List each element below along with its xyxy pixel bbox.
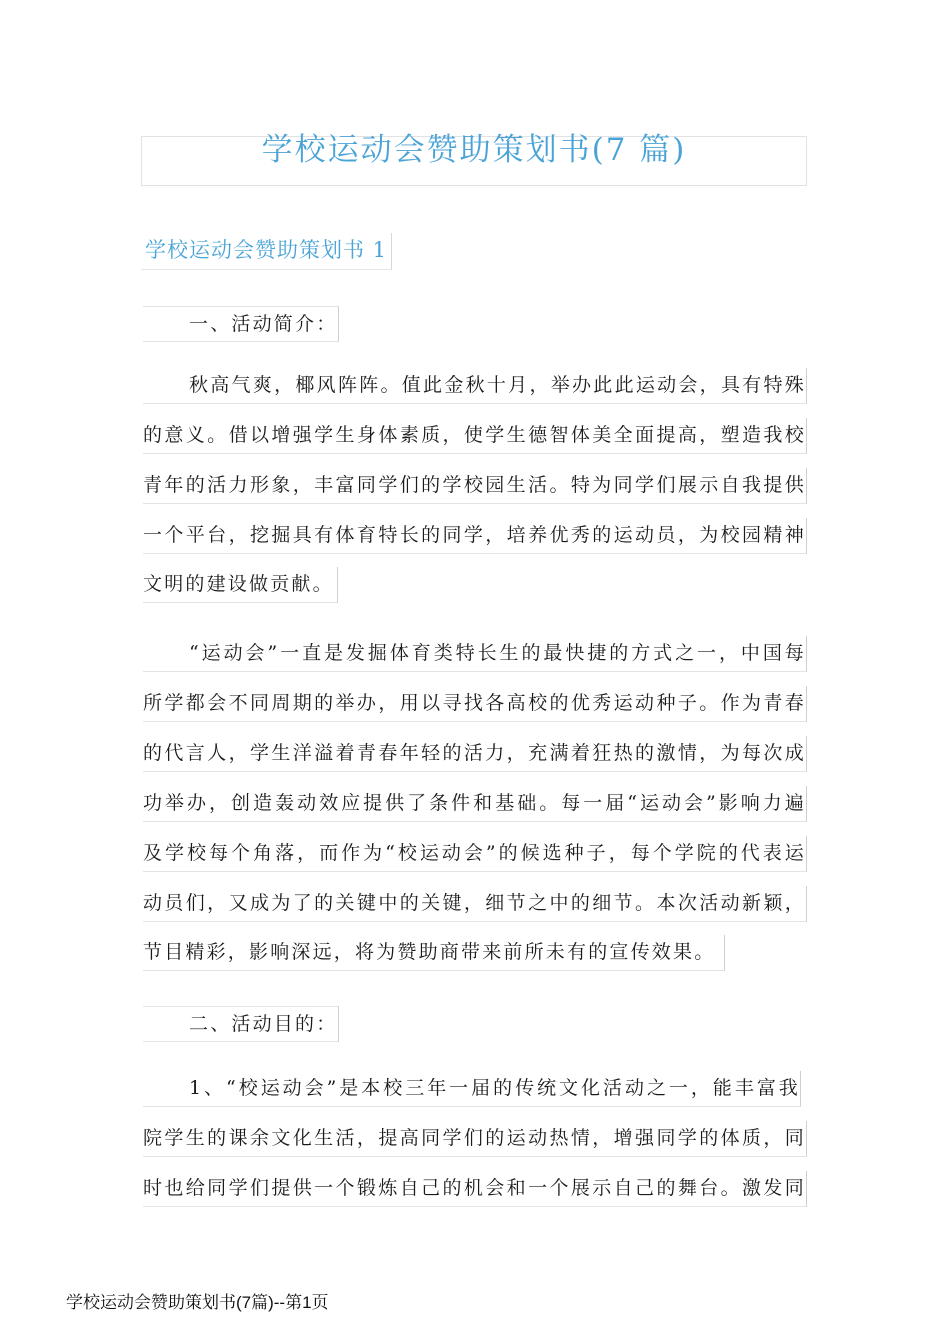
paragraph-2-line-5: 及学校每个角落，而作为“校运动会”的候选种子，每个学院的代表运 bbox=[143, 836, 807, 872]
paragraph-1-line-1: 秋高气爽，椰风阵阵。值此金秋十月，举办此此运动会，具有特殊 bbox=[143, 368, 807, 404]
paragraph-3-line-2: 院学生的课余文化生活，提高同学们的运动热情，增强同学的体质，同 bbox=[143, 1121, 807, 1157]
paragraph-2-line-2: 所学都会不同周期的举办，用以寻找各高校的优秀运动种子。作为青春 bbox=[143, 686, 807, 722]
paragraph-2-line-4: 功举办，创造轰动效应提供了条件和基础。每一届“运动会”影响力遍 bbox=[143, 786, 807, 822]
paragraph-2-line-3: 的代言人，学生洋溢着青春年轻的活力，充满着狂热的激情，为每次成 bbox=[143, 736, 807, 772]
document-title: 学校运动会赞助策划书(7 篇) bbox=[261, 132, 687, 168]
paragraph-2-line-7: 节目精彩，影响深远，将为赞助商带来前所未有的宣传效果。 bbox=[143, 935, 725, 971]
paragraph-3-line-3: 时也给同学们提供一个锻炼自己的机会和一个展示自己的舞台。激发同 bbox=[143, 1171, 807, 1207]
section-subtitle: 学校运动会赞助策划书 1 bbox=[141, 233, 392, 270]
section-heading-1: 一、活动简介： bbox=[143, 306, 339, 342]
paragraph-3-line-1: 1、“校运动会”是本校三年一届的传统文化活动之一，能丰富我 bbox=[143, 1071, 801, 1107]
paragraph-1-line-5: 文明的建设做贡献。 bbox=[143, 567, 338, 603]
paragraph-1-line-4: 一个平台，挖掘具有体育特长的同学，培养优秀的运动员，为校园精神 bbox=[143, 518, 807, 554]
page-footer: 学校运动会赞助策划书(7篇)--第1页 bbox=[66, 1293, 329, 1312]
paragraph-1-line-3: 青年的活力形象，丰富同学们的学校园生活。特为同学们展示自我提供 bbox=[143, 468, 807, 504]
paragraph-1-line-2: 的意义。借以增强学生身体素质，使学生德智体美全面提高，塑造我校 bbox=[143, 418, 807, 454]
paragraph-2-line-1: “运动会”一直是发掘体育类特长生的最快捷的方式之一，中国每 bbox=[143, 636, 807, 672]
paragraph-2-line-6: 动员们，又成为了的关键中的关键，细节之中的细节。本次活动新颖， bbox=[143, 886, 807, 922]
section-heading-2: 二、活动目的： bbox=[143, 1006, 339, 1042]
